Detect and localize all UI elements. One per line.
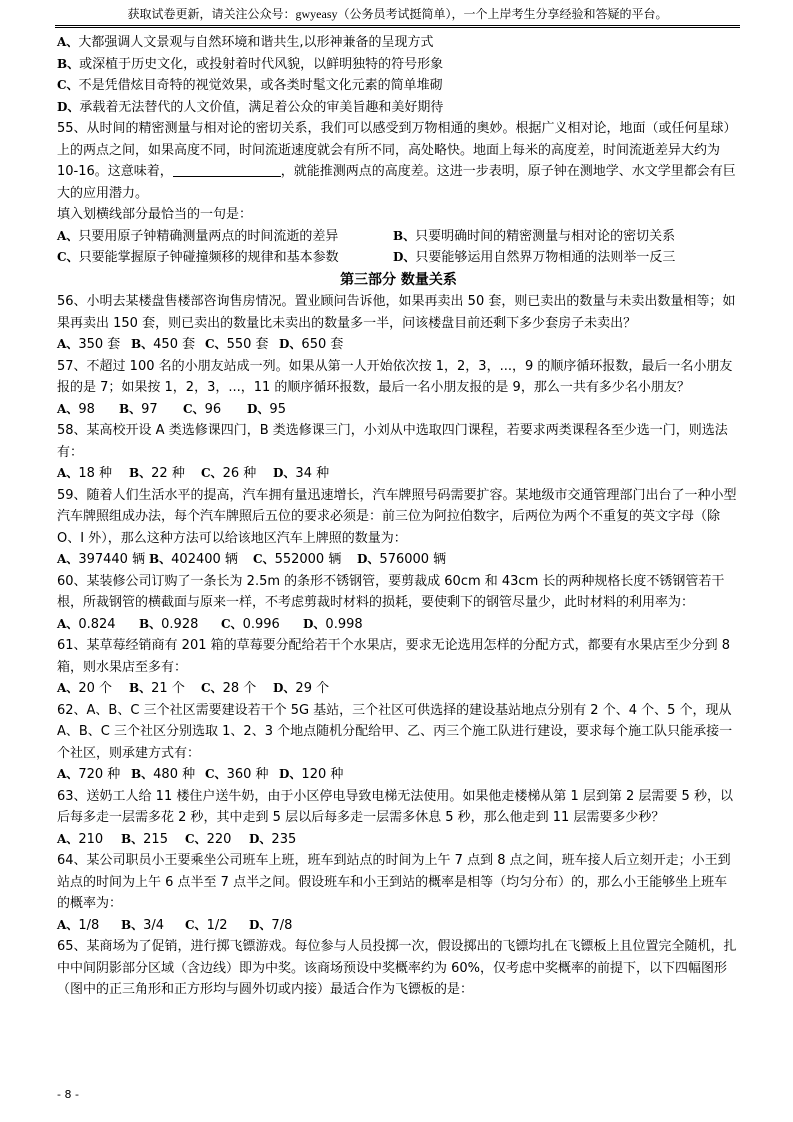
option-c: C、96 (183, 401, 222, 417)
option-c: C、只要能掌握原子钟碰撞频移的规律和基本参数 (57, 250, 339, 265)
question-item (57, 700, 740, 786)
option-b: B、21 个 (129, 681, 185, 696)
question-item (57, 571, 740, 636)
option-b: B、402400 辆 (149, 552, 238, 567)
page-number: - 8 - (57, 1088, 79, 1101)
option-a: A、98 (57, 401, 95, 417)
option-c: C、552000 辆 (253, 552, 342, 567)
option-d: D、只要能够运用自然界万物相通的法则举一反三 (393, 250, 676, 265)
prev-question-options (57, 32, 740, 118)
option-a: A、20 个 (57, 681, 112, 696)
option-b: B、480 种 (131, 767, 196, 782)
option-b: B、215 (121, 831, 168, 847)
question-stem: 64、某公司职员小王要乘坐公司班车上班，班车到站点的时间为上午 7 点到 8 点之间，班车接人后立刻开走；小王到站点的时间为上午 6 点半至 7 点半之间。假设班车和小王到站的概率是相等（均匀分布）的，那么小王能够坐上班车的概率为： (57, 853, 731, 911)
option-d: D、29 个 (273, 681, 330, 696)
option-c: C、220 (185, 831, 232, 847)
option-c: C、28 个 (201, 681, 257, 696)
option-row (57, 829, 740, 851)
page-header (55, 6, 740, 22)
option-row (57, 915, 740, 937)
question-item (57, 356, 740, 421)
option-b: B、97 (119, 401, 158, 417)
question-stem: 65、某商场为了促销，进行掷飞镖游戏。每位参与人员投掷一次，假设掷出的飞镖均扎在飞镖板上且位置完全随机，扎中中间阴影部分区域（含边线）即为中奖。该商场预设中奖概率约为 60%，仅考虑中奖概率的前提下，以下四幅图形（图中的正三角形和正方形均与圆外切或内接）最适合作为飞镖板的是： (57, 939, 737, 997)
question-item (57, 850, 740, 936)
option-a: A、只要用原子钟精确测量两点的时间流逝的差异 (57, 228, 339, 244)
header-divider (55, 25, 740, 28)
question-stem: 60、某装修公司订购了一条长为 2.5m 的条形不锈钢管，要剪裁成 60cm 和 43cm 长的两种规格长度不锈钢管若干根，所裁钢管的横截面与原来一样，不考虑剪裁时材料的损耗，要使剩下的钢管尽量少，此时材料的利用率为： (57, 573, 725, 610)
option-d: D、235 (249, 831, 297, 847)
header-suffix: （公务员考试挺简单），一个上岸考生分享经验和答疑的平台。 (337, 7, 668, 21)
option-a: A、0.824 (57, 616, 116, 632)
option-row (57, 463, 740, 485)
option-d: D、95 (247, 401, 286, 417)
option-b: B、450 套 (131, 337, 196, 352)
question-stem: 59、随着人们生活水平的提高，汽车拥有量迅速增长，汽车牌照号码需要扩容。某地级市交通管理部门出台了一种小型汽车牌照组成办法，每个汽车牌照后五位的要求必须是：前三位为阿拉伯数字，后两位为两个不重复的英文字母（除 O、I 外），那么这种方法可以给该地区汽车上牌照的数量为： (57, 487, 737, 546)
option-c: C、360 种 (205, 767, 269, 782)
question-55 (57, 118, 740, 269)
fill-in-blank (173, 162, 281, 177)
option-a: A、350 套 (57, 337, 121, 352)
section-title: 第三部分 数量关系 (340, 271, 457, 288)
option-a: A、1/8 (57, 917, 100, 933)
option-c: C、1/2 (185, 917, 228, 933)
question-list (57, 291, 740, 1001)
option-d: D、7/8 (249, 917, 293, 933)
option-d: D、34 种 (273, 466, 330, 481)
header-prefix: 获取试卷更新，请关注公众号： (127, 7, 296, 21)
option-row (57, 226, 740, 248)
option-a: A、18 种 (57, 466, 112, 481)
question-item (57, 485, 740, 571)
option-row (57, 247, 740, 269)
option-d: D、0.998 (303, 616, 363, 632)
option-d: D、650 套 (279, 337, 344, 352)
option-b: B、22 种 (129, 466, 185, 481)
option-b: B、只要明确时间的精密测量与相对论的密切关系 (393, 228, 676, 244)
option-item: B、或深植于历史文化，或投射着时代风貌，以鲜明独特的符号形象 (57, 56, 444, 72)
question-stem: 56、小明去某楼盘售楼部咨询售房情况。置业顾问告诉他，如果再卖出 50 套，则已卖出的数量与未卖出数量相等；如果再卖出 150 套，则已卖出的数量比未卖出的数量多一半，问该楼盘目前还剩下多少套房子未卖出？ (57, 294, 736, 331)
option-b: B、3/4 (121, 917, 165, 933)
option-row (57, 399, 740, 421)
option-d: D、576000 辆 (357, 552, 447, 567)
question-stem: 63、送奶工人给 11 楼住户送牛奶，由于小区停电导致电梯无法使用。如果他走楼梯从第 1 层到第 2 层需要 5 秒，以后每多走一层需多花 2 秒，其中走到 5 层以后每多走一层需多休息 5 秒，那么他走到 11 层需要多少秒？ (57, 788, 733, 825)
option-a: A、720 种 (57, 767, 121, 782)
question-stem: 61、某草莓经销商有 201 箱的草莓要分配给若干个水果店，要求无论选用怎样的分配方式，都要有水果店至少分到 8 箱，则水果店至多有： (57, 638, 731, 675)
option-row (57, 678, 740, 700)
question-stem: 57、不超过 100 名的小朋友站成一列。如果从第一人开始依次按 1，2，3，...，9 的顺序循环报数，最后一名小朋友报的是 7；如果按 1，2，3，...，11 的顺序循环报数，最后一名小朋友报的是 9，那么一共有多少名小朋友？ (57, 358, 733, 395)
option-d: D、120 种 (279, 767, 344, 782)
option-c: C、0.996 (221, 616, 280, 632)
question-item (57, 936, 740, 1001)
option-a: A、210 (57, 831, 104, 847)
option-item: C、不是凭借炫目奇特的视觉效果，或各类时髦文化元素的简单堆砌 (57, 78, 443, 93)
option-a: A、397440 辆 (57, 552, 146, 567)
question-item (57, 291, 740, 356)
option-row (57, 334, 740, 356)
option-item: D、承载着无法替代的人文价值，满足着公众的审美旨趣和美好期待 (57, 99, 444, 115)
option-item: A、大都强调人文景观与自然环境和谐共生,以形神兼备的呈现方式 (57, 35, 434, 50)
question-item (57, 420, 740, 485)
question-item (57, 635, 740, 700)
question-item (57, 786, 740, 851)
option-c: C、26 种 (201, 466, 257, 481)
option-row (57, 764, 740, 786)
option-c: C、550 套 (205, 337, 269, 352)
question-stem: 62、A、B、C 三个社区需要建设若干个 5G 基站，三个社区可供选择的建设基站地点分别有 2 个、4 个、5 个，现从 A、B、C 三个社区分别选取 1、2、3 个地点随机分配给甲、乙、丙三个施工队进行建设，要求每个施工队只能承接一个社区，则承建方式有： (57, 702, 733, 761)
option-row (57, 614, 740, 636)
question-stem: 55、从时间的精密测量与相对论的密切关系，我们可以感受到万物相通的奥妙。根据广义相对论，地面（或任何星球）上的两点之间，如果高度不同，时间流逝速度就会有所不同，高处略快。地面上每米的高度差，时间流逝差异大约为 10-16。这意味着， ，就能推测两点的高度差。这进一步表明，原子钟在测地学、水文学里都会有巨大的应用潜力。 (57, 121, 737, 201)
option-b: B、0.928 (139, 616, 199, 632)
page-content (57, 32, 740, 1001)
question-stem: 58、某高校开设 A 类选修课四门，B 类选修课三门，小刘从中选取四门课程，若要求两类课程各至少选一门，则选法有： (57, 423, 728, 460)
question-prompt: 填入划横线部分最恰当的一句是： (57, 207, 253, 222)
header-brand-link[interactable]: gwyeasy (295, 7, 338, 21)
option-row (57, 549, 740, 571)
